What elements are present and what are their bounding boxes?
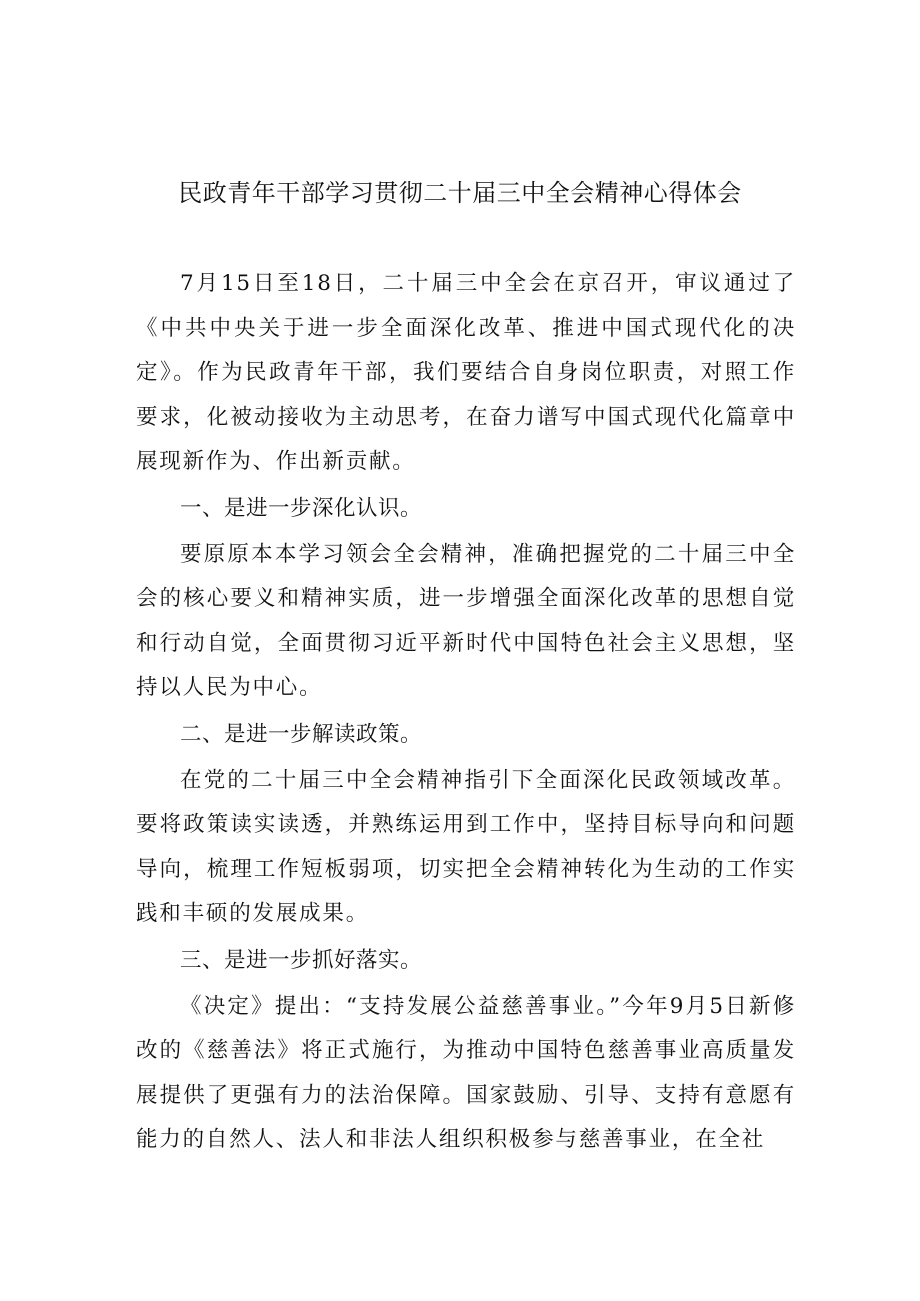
section-heading-2: 二、是进一步解读政策。 [180,721,423,747]
section-body-2: 在党的二十届三中全会精神指引下全面深化民政领域改革。要将政策读实读透，并熟练运用到工作中，坚持目标导向和问题导向，梳理工作短板弱项，切实把全会精神转化为生动的工作实践和丰硕的发展成果。 [136,767,796,926]
section-body-3: 《决定》提出：“支持发展公益慈善事业。”今年9月5日新修改的《慈善法》将正式施行，为推动中国特色慈善事业高质量发展提供了更强有力的法治保障。国家鼓励、引导、支持有意愿有能力的自然人、法人和非法人组织积极参与慈善事业，在全社 [136,993,796,1152]
section-heading-3: 三、是进一步抓好落实。 [180,947,423,973]
document-body [136,262,796,1163]
section-body-1: 要原原本本学习领会全会精神，准确把握党的二十届三中全会的核心要义和精神实质，进一步增强全面深化改革的思想自觉和行动自觉，全面贯彻习近平新时代中国特色社会主义思想，坚持以人民为中心。 [136,541,796,700]
document-title: 民政青年干部学习贯彻二十届三中全会精神心得体会 [178,179,742,207]
section-heading-1: 一、是进一步深化认识。 [180,495,423,521]
intro-paragraph: 7月15日至18日，二十届三中全会在京召开，审议通过了《中共中央关于进一步全面深化改革、推进中国式现代化的决定》。作为民政青年干部，我们要结合自身岗位职责，对照工作要求，化被动接收为主动思考，在奋力谱写中国式现代化篇章中展现新作为、作出新贡献。 [136,271,796,474]
